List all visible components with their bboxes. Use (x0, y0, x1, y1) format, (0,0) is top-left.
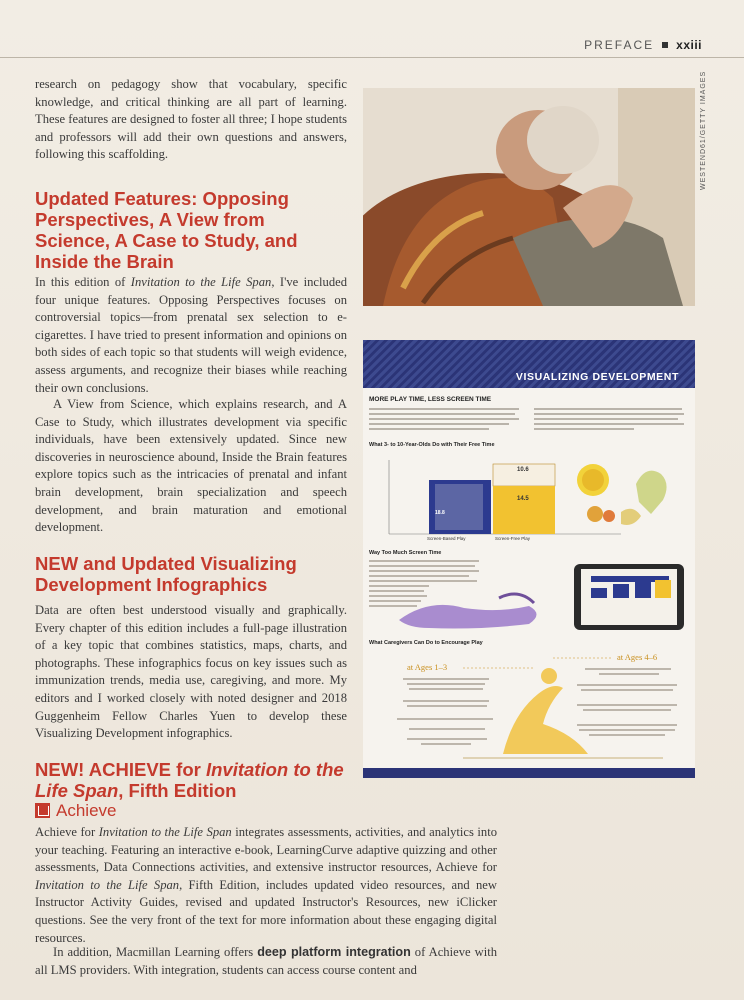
header-rule (0, 57, 744, 58)
infographic-base-bar (363, 768, 695, 778)
age-label-4-6: at Ages 4–6 (617, 652, 658, 662)
infographic-title: MORE PLAY TIME, LESS SCREEN TIME (369, 396, 492, 403)
intro-paragraph: research on pedagogy show that vocabulary, specific knowledge, and critical thinking are all part of learning. These features are designed to foster all three; I hope students and professors will add their own questions and answers, following this scaffolding. (35, 77, 347, 162)
photo-illustration (363, 88, 695, 306)
bar-value-screen-based: 18.8 (435, 510, 445, 516)
infographic-banner-title: VISUALIZING DEVELOPMENT (515, 371, 679, 383)
bar-label-screen-free: Screen-Free Play (495, 536, 531, 541)
encourage-play-graphic (363, 654, 695, 766)
embrace-photo (363, 88, 695, 306)
screen-time-heading: Way Too Much Screen Time (369, 550, 442, 556)
achieve-logo: Achieve (35, 801, 116, 821)
page-number: xxiii (676, 38, 702, 52)
achieve-logo-icon (35, 803, 50, 818)
section-heading-achieve: NEW! ACHIEVE for Invitation to the Life Span, Fifth Edition (35, 759, 344, 801)
infographics-paragraph: Data are often best understood visually and graphically. Every chapter of this edition includes a full-page illustration of a key topic that combines statistics, maps, charts, and photographs. These infographics focus on key issues such as immunization trends, media use, caregiving, and more. My editors and I worked closely with noted designer and 2018 Guggenheim Fellow Charles Yuen to develop these Visualizing Development infographics. (35, 603, 347, 741)
chart-heading: What 3- to 10-Year-Olds Do with Their Free Time (369, 442, 495, 448)
science-case-paragraph: A View from Science, which explains research, and A Case to Study, which illustrates development via specific individuals, have been extensively updated. Since new discoveries in neuroscience abound, Inside the Brain features explore topics such as the intricacies of prenatal and infant brain development, brain specialization and speech development, and brain maturation and emotional development. (35, 397, 347, 535)
separator-square (662, 42, 668, 48)
achieve-paragraph: Achieve for Invitation to the Life Span integrates assessments, activities, and analytics into your teaching. Featuring an interactive e-book, LearningCurve adaptive quizzing and other assessments, Data Connections activities, and extensive instructor resources, Achieve for Invitation to the Life Span, Fifth Edition, includes updated video resources, and new Instructor Activity Guides, revised and updated Instructor's Resources, new iClicker questions. See the very front of the text for more information about these engaging digital resources. (35, 825, 497, 945)
intro-text-lines (369, 406, 689, 438)
bar-chart (371, 454, 687, 544)
section-heading-infographics: NEW and Updated Visualizing Development Infographics (35, 553, 297, 595)
lms-paragraph: In addition, Macmillan Learning offers deep platform integration of Achieve with all LMS providers. With integration, students can access course content and (35, 945, 497, 977)
bar-label-screen-based: Screen-Based Play (427, 536, 466, 541)
running-head-label: PREFACE (584, 38, 655, 52)
encourage-play-heading: What Caregivers Can Do to Encourage Play (369, 640, 483, 646)
features-paragraph: In this edition of Invitation to the Life Span, I've included four unique features. Opposing Perspectives focuses on controversial topics—from prenatal sex selection to e-cigarettes. I have tried to present information and opinions on both sides of each topic so that students will weigh evidence, assess arguments, and recognize their biases while reaching their own conclusions. (35, 275, 347, 395)
age-label-1-3: at Ages 1–3 (407, 662, 448, 672)
running-head (584, 38, 702, 52)
section-heading-updated-features: Updated Features: Opposing Perspectives, A View from Science, A Case to Study, and Inside the Brain (35, 188, 298, 272)
bar-value-screen-free-bottom: 14.5 (517, 496, 529, 502)
photo-credit: WESTEND61/GETTY IMAGES (700, 70, 707, 190)
screen-time-panel (369, 558, 689, 636)
visualizing-development-infographic (363, 340, 695, 778)
bar-value-screen-free-top: 10.6 (517, 467, 529, 473)
